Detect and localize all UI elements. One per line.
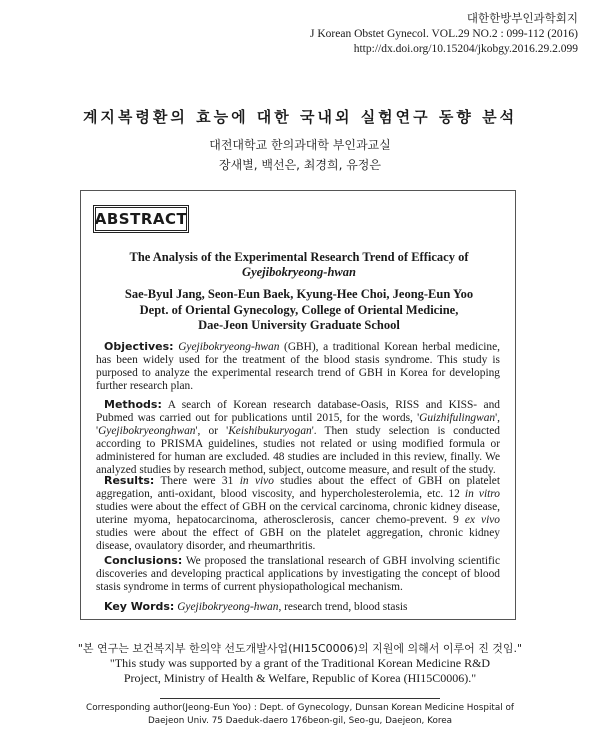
keywords-italic: Gyejibokryeong-hwan [177, 601, 279, 613]
korean-affiliation: 대전대학교 한의과대학 부인과교실 [209, 138, 391, 152]
funding-english-line1: "This study was supported by a grant of the Traditional Korean Medicine R&D [109, 656, 491, 670]
english-authors-names: Sae-Byul Jang, Seon-Eun Baek, Kyung-Hee Choi, Jeong-Eun Yoo [124, 287, 474, 301]
keywords-section [96, 600, 500, 614]
korean-authors: 장새별, 백선은, 최경희, 유정은 [219, 158, 381, 172]
objectives-italic: Gyejibokryeong-hwan [178, 341, 280, 353]
results-text-2: studies about the effect of GBH on platelet aggregation, anti-oxidant, blood viscosity, and hypercholesterolemia, etc. 12 [96, 475, 500, 500]
methods-text-3: ', or ' [195, 425, 229, 437]
methods-section [96, 398, 500, 477]
journal-citation: J Korean Obstet Gynecol. VOL.29 NO.2 : 099-112 (2016) [310, 28, 578, 40]
doi-link[interactable]: http://dx.doi.org/10.15204/jkobgy.2016.29.2.099 [353, 43, 578, 55]
footnote-divider [160, 698, 440, 699]
english-authors [84, 287, 514, 334]
methods-term-1: Guizhifulingwan [419, 412, 496, 424]
funding-english-line2: Project, Ministry of Health & Welfare, Republic of Korea (HI15C0006)." [123, 671, 477, 685]
methods-text-2: ', ' [96, 412, 500, 437]
english-authors-school: Dae-Jeon University Graduate School [198, 318, 400, 332]
correspondence-line1: Corresponding author(Jeong-Eun Yoo) : Dept. of Gynecology, Dunsan Korean Medicine Hospital of [86, 703, 514, 713]
english-title-line1: The Analysis of the Experimental Research Trend of Efficacy of [129, 250, 469, 264]
methods-text-4: '. Then study selection is conducted according to PRISMA guidelines, studies not related or using modified formula or administered for human are excluded. 48 studies are included in this review, finally. We analyzed studies by research method, subject, outcome measure, and result of the study. [96, 425, 500, 476]
results-text-1: There were 31 [154, 475, 240, 487]
correspondence [0, 702, 600, 728]
conclusions-text: We proposed the translational research of GBH involving scientific discoveries and developing practical applications by investigating the concept of blood stasis syndrome in terms of current physiopathological mechanism. [96, 555, 500, 593]
results-section [96, 474, 500, 553]
results-label: Results: [104, 474, 155, 487]
results-text-3: studies were about the effect of GBH on the cervical carcinoma, chronic kidney disease, uterine myoma, hepatocarcinoma, atherosclerosis, cancer chemo-prevent. 9 [96, 501, 500, 526]
objectives-section [96, 340, 500, 393]
correspondence-line2: Daejeon Univ. 75 Daeduk-daero 176beon-gil, Seo-gu, Daejeon, Korea [147, 716, 453, 726]
results-term-2: in vitro [464, 488, 500, 500]
abstract-heading: ABSTRACT [93, 205, 189, 233]
english-authors-dept: Dept. of Oriental Gynecology, College of Oriental Medicine, [139, 302, 459, 317]
journal-header [310, 12, 578, 57]
journal-name-kr: 대한한방부인과학회지 [466, 13, 578, 25]
results-term-3: ex vivo [464, 514, 500, 526]
objectives-label: Objectives: [104, 340, 174, 353]
funding-korean: "본 연구는 보건복지부 한의약 선도개발사업(HI15C0006)의 지원에 의해서 이루어 진 것임." [77, 642, 523, 655]
methods-term-2: Gyejibokryeonghwan [98, 425, 196, 437]
conclusions-section [96, 554, 500, 594]
objectives-text: (GBH), a traditional Korean herbal medicine, has been widely used for the treatment of the blood stasis syndrome. This study is purposed to analyze the experimental research trend of GBH in Korea for developing further research plan. [96, 341, 500, 392]
keywords-text: , research trend, blood stasis [278, 601, 408, 613]
funding-note [0, 641, 600, 686]
results-term-1: in vivo [239, 475, 274, 487]
results-text-4: studies were about the effect of GBH on the platelet aggregation, chronic kidney disease, ovaulatory disorder, and rheumarthritis. [96, 527, 500, 552]
english-title [84, 250, 514, 280]
methods-term-3: Keishibukuryogan [228, 425, 312, 437]
korean-title: 계지복령환의 효능에 대한 국내외 실험연구 동향 분석 [82, 108, 518, 126]
english-title-line2: Gyejibokryeong-hwan [242, 265, 356, 279]
keywords-label: Key Words: [104, 600, 175, 613]
methods-text-1: A search of Korean research database-Oasis, RISS and KISS- and Pubmed was carried out for publications until 2015, for the words, ' [96, 399, 500, 424]
methods-label: Methods: [104, 398, 162, 411]
conclusions-label: Conclusions: [104, 554, 183, 567]
